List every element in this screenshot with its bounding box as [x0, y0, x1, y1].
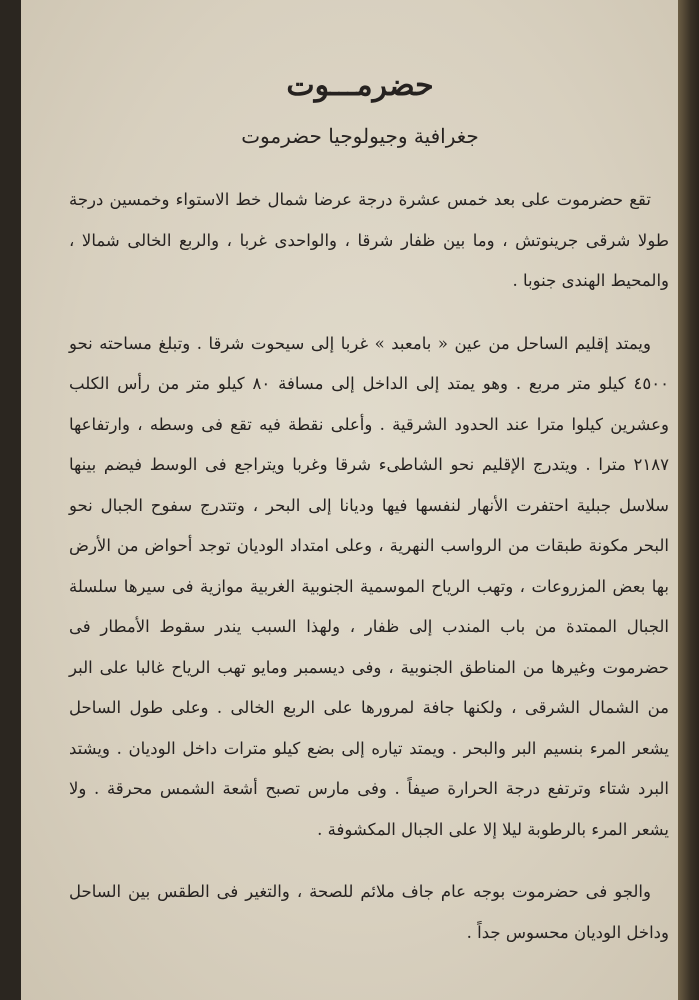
body-text [69, 180, 669, 953]
book-spine-edge [678, 0, 699, 1000]
paragraph-location: تقع حضرموت على بعد خمس عشرة درجة عرضا شمال خط الاستواء وخمسين درجة طولا شرقى جرينوتش ، وما بين ظفار شرقا ، والواحدى غربا ، والربع الخالى شمالا ، والمحيط الهندى جنوبا . [69, 190, 669, 290]
chapter-title: حضرمـــوت [286, 68, 434, 103]
paragraph-coastal-region: ويمتد إقليم الساحل من عين « بامعبد » غربا إلى سيحوت شرقا . وتبلغ مساحته نحو ٤٥٠٠ كيلو متر مربع . وهو يمتد إلى الداخل إلى مسافة ٨٠ كيلو متر من رأس الكلب وعشرين كيلوا مترا عند الحدود الشرقية . وأعلى نقطة فيه تقع فى وسطه ، وارتفاعها ٢١٨٧ مترا . ويتدرج الإقليم نحو الشاطىء شرقا وغربا ويتراجع فى الوسط فيضم بينها سلاسل جبلية احتفرت الأنهار لنفسها فيها وديانا إلى البحر ، وتتدرج سفوح الجبال نحو البحر مكونة طبقات من الرواسب النهرية ، وعلى امتداد الوديان توجد أحواض من الأرض بها بعض المزروعات ، وتهب الرياح الموسمية الجنوبية الغربية موازية فى سيرها سلسلة الجبال الممتدة من باب المندب إلى ظفار ، ولهذا السبب يندر سقوط الأمطار فى حضرموت وغيرها من المناطق الجنوبية ، وفى ديسمبر ومايو تهب الرياح غالبا على البر من الشمال الشرقى ، ولكنها جافة لمرورها على الربع الخالى . وعلى طول الساحل يشعر المرء بنسيم البر والبحر . ويمتد تياره إلى بضع كيلو مترات داخل الوديان . ويشتد البرد شتاء وترتفع درجة الحرارة صيفاً . وفى مارس تصبح أشعة الشمس محرقة . ولا يشعر المرء بالرطوبة ليلا إلا على الجبال المكشوفة . [69, 333, 669, 839]
book-page [21, 0, 699, 1000]
paragraph-climate: والجو فى حضرموت بوجه عام جاف ملائم للصحة ، والتغير فى الطقس بين الساحل وداخل الوديان محسوس جداً . [69, 882, 669, 942]
chapter-subtitle: جغرافية وجيولوجيا حضرموت [241, 124, 479, 148]
